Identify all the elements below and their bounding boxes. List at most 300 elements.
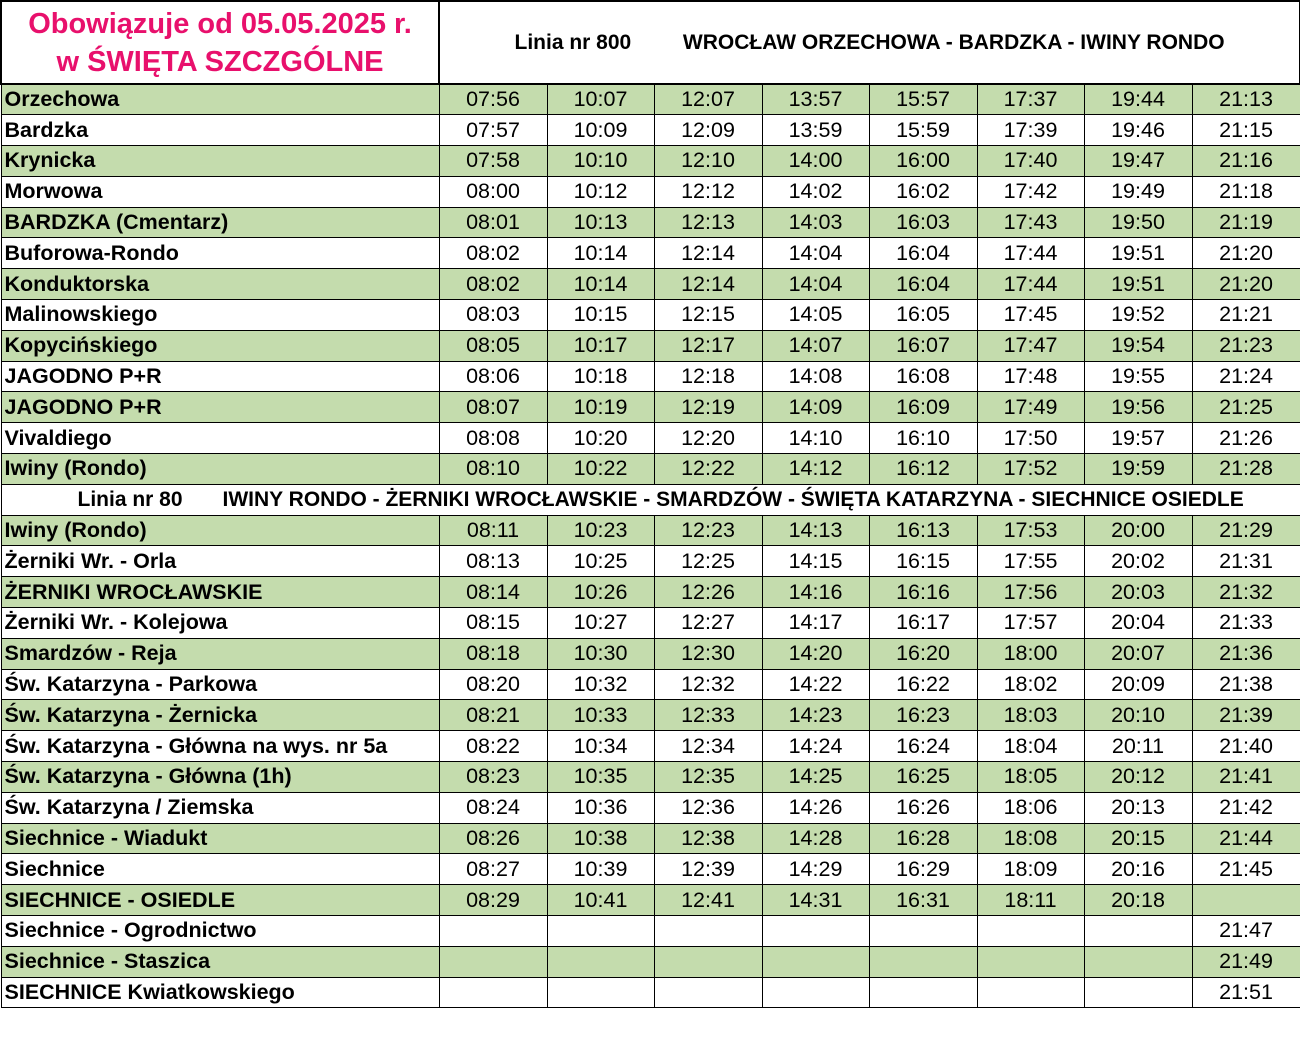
departure-time: 10:36 bbox=[547, 792, 654, 823]
timetable-row bbox=[1, 454, 1300, 485]
departure-time: 17:57 bbox=[977, 608, 1084, 639]
departure-time bbox=[762, 946, 869, 977]
departure-time: 16:20 bbox=[869, 638, 977, 669]
departure-time: 08:08 bbox=[439, 423, 547, 454]
departure-time: 21:29 bbox=[1192, 515, 1300, 546]
departure-time: 10:17 bbox=[547, 330, 654, 361]
departure-time: 14:12 bbox=[762, 454, 869, 485]
timetable-row bbox=[1, 916, 1300, 947]
departure-time bbox=[654, 916, 762, 947]
departure-time: 16:12 bbox=[869, 454, 977, 485]
departure-time: 15:59 bbox=[869, 115, 977, 146]
departure-time: 10:26 bbox=[547, 577, 654, 608]
departure-time: 12:27 bbox=[654, 608, 762, 639]
departure-time: 08:22 bbox=[439, 731, 547, 762]
departure-time: 08:24 bbox=[439, 792, 547, 823]
stop-name: BARDZKA (Cmentarz) bbox=[1, 207, 439, 238]
departure-time bbox=[654, 946, 762, 977]
stop-name: Iwiny (Rondo) bbox=[1, 454, 439, 485]
departure-time: 14:31 bbox=[762, 885, 869, 916]
departure-time: 08:06 bbox=[439, 361, 547, 392]
departure-time: 12:13 bbox=[654, 207, 762, 238]
departure-time: 21:13 bbox=[1192, 84, 1300, 115]
departure-time: 10:19 bbox=[547, 392, 654, 423]
departure-time: 14:23 bbox=[762, 700, 869, 731]
timetable-row bbox=[1, 207, 1300, 238]
departure-time bbox=[1084, 977, 1192, 1008]
departure-time: 21:51 bbox=[1192, 977, 1300, 1008]
departure-time: 21:40 bbox=[1192, 731, 1300, 762]
departure-time: 18:00 bbox=[977, 638, 1084, 669]
validity-date: Obowiązuje od 05.05.2025 r. bbox=[28, 7, 412, 40]
departure-time: 10:13 bbox=[547, 207, 654, 238]
stop-name: Smardzów - Reja bbox=[1, 638, 439, 669]
departure-time: 12:41 bbox=[654, 885, 762, 916]
departure-time: 08:11 bbox=[439, 515, 547, 546]
departure-time: 08:29 bbox=[439, 885, 547, 916]
departure-time: 21:19 bbox=[1192, 207, 1300, 238]
departure-time: 21:44 bbox=[1192, 823, 1300, 854]
departure-time: 08:05 bbox=[439, 330, 547, 361]
departure-time: 12:14 bbox=[654, 269, 762, 300]
departure-time: 12:19 bbox=[654, 392, 762, 423]
departure-time: 14:25 bbox=[762, 762, 869, 793]
timetable-row bbox=[1, 176, 1300, 207]
departure-time: 20:10 bbox=[1084, 700, 1192, 731]
departure-time: 17:39 bbox=[977, 115, 1084, 146]
departure-time: 10:41 bbox=[547, 885, 654, 916]
departure-time: 16:24 bbox=[869, 731, 977, 762]
departure-time: 17:50 bbox=[977, 423, 1084, 454]
departure-time: 20:07 bbox=[1084, 638, 1192, 669]
departure-time: 08:13 bbox=[439, 546, 547, 577]
line-80-number: Linia nr 80 bbox=[77, 487, 183, 511]
departure-time: 19:59 bbox=[1084, 454, 1192, 485]
departure-time: 12:20 bbox=[654, 423, 762, 454]
validity-scope: w ŚWIĘTA SZCZGÓLNE bbox=[56, 45, 384, 78]
departure-time: 20:09 bbox=[1084, 669, 1192, 700]
departure-time: 21:15 bbox=[1192, 115, 1300, 146]
departure-time: 18:05 bbox=[977, 762, 1084, 793]
timetable-row bbox=[1, 84, 1300, 115]
stop-name: Vivaldiego bbox=[1, 423, 439, 454]
departure-time: 16:03 bbox=[869, 207, 977, 238]
departure-time: 10:30 bbox=[547, 638, 654, 669]
departure-time: 12:25 bbox=[654, 546, 762, 577]
timetable-row bbox=[1, 330, 1300, 361]
departure-time: 17:43 bbox=[977, 207, 1084, 238]
departure-time: 16:22 bbox=[869, 669, 977, 700]
departure-time: 20:15 bbox=[1084, 823, 1192, 854]
departure-time: 14:28 bbox=[762, 823, 869, 854]
departure-time: 19:52 bbox=[1084, 300, 1192, 331]
line-80-header bbox=[1, 484, 1300, 515]
line-800-route: WROCŁAW ORZECHOWA - BARDZKA - IWINY RONDO bbox=[682, 30, 1225, 54]
departure-time: 14:09 bbox=[762, 392, 869, 423]
departure-time: 16:16 bbox=[869, 577, 977, 608]
departure-time: 12:14 bbox=[654, 238, 762, 269]
departure-time: 17:42 bbox=[977, 176, 1084, 207]
departure-time: 14:22 bbox=[762, 669, 869, 700]
departure-time: 19:50 bbox=[1084, 207, 1192, 238]
departure-time: 14:17 bbox=[762, 608, 869, 639]
stop-name: Krynicka bbox=[1, 146, 439, 177]
departure-time: 21:31 bbox=[1192, 546, 1300, 577]
departure-time: 21:42 bbox=[1192, 792, 1300, 823]
stop-name: SIECHNICE Kwiatkowskiego bbox=[1, 977, 439, 1008]
timetable-row bbox=[1, 238, 1300, 269]
departure-time: 20:13 bbox=[1084, 792, 1192, 823]
departure-time: 10:15 bbox=[547, 300, 654, 331]
departure-time: 14:13 bbox=[762, 515, 869, 546]
departure-time: 21:38 bbox=[1192, 669, 1300, 700]
departure-time: 14:20 bbox=[762, 638, 869, 669]
timetable-row bbox=[1, 361, 1300, 392]
timetable-row bbox=[1, 885, 1300, 916]
departure-time: 21:33 bbox=[1192, 608, 1300, 639]
departure-time: 14:04 bbox=[762, 238, 869, 269]
timetable-row bbox=[1, 577, 1300, 608]
departure-time: 08:02 bbox=[439, 269, 547, 300]
departure-time: 14:02 bbox=[762, 176, 869, 207]
departure-time: 16:15 bbox=[869, 546, 977, 577]
departure-time: 13:57 bbox=[762, 84, 869, 115]
timetable-row bbox=[1, 146, 1300, 177]
departure-time: 21:26 bbox=[1192, 423, 1300, 454]
timetable-row bbox=[1, 731, 1300, 762]
line-800-number: Linia nr 800 bbox=[514, 30, 632, 54]
departure-time: 12:07 bbox=[654, 84, 762, 115]
departure-time: 10:25 bbox=[547, 546, 654, 577]
stop-name: Św. Katarzyna - Główna na wys. nr 5a bbox=[1, 731, 439, 762]
departure-time bbox=[762, 916, 869, 947]
timetable-row bbox=[1, 854, 1300, 885]
departure-time: 19:47 bbox=[1084, 146, 1192, 177]
departure-time: 20:11 bbox=[1084, 731, 1192, 762]
timetable-row bbox=[1, 638, 1300, 669]
departure-time: 19:56 bbox=[1084, 392, 1192, 423]
departure-time: 16:17 bbox=[869, 608, 977, 639]
departure-time: 12:26 bbox=[654, 577, 762, 608]
departure-time: 14:15 bbox=[762, 546, 869, 577]
departure-time: 14:10 bbox=[762, 423, 869, 454]
departure-time: 12:30 bbox=[654, 638, 762, 669]
departure-time: 14:03 bbox=[762, 207, 869, 238]
departure-time: 10:34 bbox=[547, 731, 654, 762]
departure-time: 07:57 bbox=[439, 115, 547, 146]
departure-time: 16:08 bbox=[869, 361, 977, 392]
timetable-row bbox=[1, 977, 1300, 1008]
departure-time: 08:10 bbox=[439, 454, 547, 485]
departure-time: 10:20 bbox=[547, 423, 654, 454]
departure-time: 16:29 bbox=[869, 854, 977, 885]
departure-time bbox=[1084, 916, 1192, 947]
departure-time: 08:14 bbox=[439, 577, 547, 608]
departure-time bbox=[439, 946, 547, 977]
departure-time: 17:37 bbox=[977, 84, 1084, 115]
departure-time: 19:51 bbox=[1084, 238, 1192, 269]
departure-time: 20:16 bbox=[1084, 854, 1192, 885]
departure-time: 19:57 bbox=[1084, 423, 1192, 454]
departure-time: 16:02 bbox=[869, 176, 977, 207]
departure-time: 07:56 bbox=[439, 84, 547, 115]
departure-time bbox=[547, 916, 654, 947]
departure-time: 16:05 bbox=[869, 300, 977, 331]
departure-time: 19:49 bbox=[1084, 176, 1192, 207]
departure-time: 08:21 bbox=[439, 700, 547, 731]
departure-time: 12:36 bbox=[654, 792, 762, 823]
departure-time: 14:00 bbox=[762, 146, 869, 177]
departure-time: 08:20 bbox=[439, 669, 547, 700]
departure-time: 14:29 bbox=[762, 854, 869, 885]
departure-time: 21:21 bbox=[1192, 300, 1300, 331]
timetable-row bbox=[1, 669, 1300, 700]
departure-time bbox=[977, 977, 1084, 1008]
departure-time: 10:33 bbox=[547, 700, 654, 731]
stop-name: Św. Katarzyna / Ziemska bbox=[1, 792, 439, 823]
departure-time: 20:12 bbox=[1084, 762, 1192, 793]
departure-time bbox=[869, 946, 977, 977]
departure-time: 21:25 bbox=[1192, 392, 1300, 423]
timetable-row bbox=[1, 823, 1300, 854]
departure-time: 21:24 bbox=[1192, 361, 1300, 392]
departure-time: 13:59 bbox=[762, 115, 869, 146]
timetable-row bbox=[1, 269, 1300, 300]
departure-time: 10:38 bbox=[547, 823, 654, 854]
departure-time: 17:56 bbox=[977, 577, 1084, 608]
timetable-row bbox=[1, 792, 1300, 823]
departure-time: 16:07 bbox=[869, 330, 977, 361]
departure-time: 16:13 bbox=[869, 515, 977, 546]
departure-time: 10:14 bbox=[547, 238, 654, 269]
departure-time: 21:32 bbox=[1192, 577, 1300, 608]
departure-time: 18:03 bbox=[977, 700, 1084, 731]
departure-time: 08:02 bbox=[439, 238, 547, 269]
departure-time: 18:04 bbox=[977, 731, 1084, 762]
departure-time bbox=[439, 916, 547, 947]
departure-time bbox=[977, 946, 1084, 977]
departure-time: 16:23 bbox=[869, 700, 977, 731]
departure-time: 20:18 bbox=[1084, 885, 1192, 916]
stop-name: Siechnice - Staszica bbox=[1, 946, 439, 977]
departure-time bbox=[869, 977, 977, 1008]
departure-time: 10:10 bbox=[547, 146, 654, 177]
departure-time: 18:02 bbox=[977, 669, 1084, 700]
departure-time: 16:00 bbox=[869, 146, 977, 177]
stop-name: Malinowskiego bbox=[1, 300, 439, 331]
departure-time: 16:10 bbox=[869, 423, 977, 454]
departure-time: 21:49 bbox=[1192, 946, 1300, 977]
departure-time: 17:55 bbox=[977, 546, 1084, 577]
departure-time bbox=[1084, 946, 1192, 977]
departure-time: 08:00 bbox=[439, 176, 547, 207]
stop-name: Siechnice - Ogrodnictwo bbox=[1, 916, 439, 947]
departure-time: 16:28 bbox=[869, 823, 977, 854]
line-80-route: IWINY RONDO - ŻERNIKI WROCŁAWSKIE - SMARDZÓW - ŚWIĘTA KATARZYNA - SIECHNICE OSIEDLE bbox=[222, 487, 1244, 511]
departure-time: 10:35 bbox=[547, 762, 654, 793]
departure-time: 21:28 bbox=[1192, 454, 1300, 485]
departure-time: 16:04 bbox=[869, 269, 977, 300]
stop-name: Orzechowa bbox=[1, 84, 439, 115]
stop-name: Św. Katarzyna - Parkowa bbox=[1, 669, 439, 700]
stop-name: Morwowa bbox=[1, 176, 439, 207]
departure-time: 19:54 bbox=[1084, 330, 1192, 361]
departure-time: 12:10 bbox=[654, 146, 762, 177]
departure-time: 18:08 bbox=[977, 823, 1084, 854]
departure-time: 21:20 bbox=[1192, 269, 1300, 300]
departure-time: 17:48 bbox=[977, 361, 1084, 392]
validity-notice bbox=[1, 1, 439, 84]
departure-time: 19:46 bbox=[1084, 115, 1192, 146]
departure-time: 14:24 bbox=[762, 731, 869, 762]
departure-time: 07:58 bbox=[439, 146, 547, 177]
departure-time: 08:27 bbox=[439, 854, 547, 885]
departure-time: 19:44 bbox=[1084, 84, 1192, 115]
timetable-row bbox=[1, 515, 1300, 546]
timetable-row bbox=[1, 700, 1300, 731]
departure-time: 21:20 bbox=[1192, 238, 1300, 269]
departure-time: 16:26 bbox=[869, 792, 977, 823]
departure-time: 12:33 bbox=[654, 700, 762, 731]
departure-time: 12:34 bbox=[654, 731, 762, 762]
stop-name: Żerniki Wr. - Orla bbox=[1, 546, 439, 577]
departure-time: 15:57 bbox=[869, 84, 977, 115]
departure-time: 21:39 bbox=[1192, 700, 1300, 731]
departure-time: 12:35 bbox=[654, 762, 762, 793]
departure-time bbox=[977, 916, 1084, 947]
stop-name: SIECHNICE - OSIEDLE bbox=[1, 885, 439, 916]
departure-time: 21:47 bbox=[1192, 916, 1300, 947]
departure-time: 10:27 bbox=[547, 608, 654, 639]
stop-name: ŻERNIKI WROCŁAWSKIE bbox=[1, 577, 439, 608]
stop-name: Kopycińskiego bbox=[1, 330, 439, 361]
departure-time: 08:01 bbox=[439, 207, 547, 238]
departure-time: 19:55 bbox=[1084, 361, 1192, 392]
departure-time: 16:09 bbox=[869, 392, 977, 423]
departure-time: 17:53 bbox=[977, 515, 1084, 546]
stop-name: Św. Katarzyna - Żernicka bbox=[1, 700, 439, 731]
departure-time: 08:23 bbox=[439, 762, 547, 793]
departure-time: 12:22 bbox=[654, 454, 762, 485]
departure-time: 16:25 bbox=[869, 762, 977, 793]
departure-time: 12:15 bbox=[654, 300, 762, 331]
timetable-row bbox=[1, 115, 1300, 146]
departure-time: 12:38 bbox=[654, 823, 762, 854]
departure-time: 14:04 bbox=[762, 269, 869, 300]
departure-time: 21:16 bbox=[1192, 146, 1300, 177]
departure-time: 14:08 bbox=[762, 361, 869, 392]
departure-time: 20:00 bbox=[1084, 515, 1192, 546]
departure-time: 16:04 bbox=[869, 238, 977, 269]
departure-time: 12:12 bbox=[654, 176, 762, 207]
departure-time: 08:18 bbox=[439, 638, 547, 669]
departure-time: 12:32 bbox=[654, 669, 762, 700]
departure-time bbox=[654, 977, 762, 1008]
departure-time: 21:36 bbox=[1192, 638, 1300, 669]
stop-name: Buforowa-Rondo bbox=[1, 238, 439, 269]
departure-time: 08:03 bbox=[439, 300, 547, 331]
departure-time bbox=[547, 946, 654, 977]
departure-time: 21:23 bbox=[1192, 330, 1300, 361]
departure-time: 12:17 bbox=[654, 330, 762, 361]
departure-time: 08:26 bbox=[439, 823, 547, 854]
departure-time: 17:44 bbox=[977, 269, 1084, 300]
departure-time: 18:06 bbox=[977, 792, 1084, 823]
departure-time: 20:04 bbox=[1084, 608, 1192, 639]
departure-time: 10:07 bbox=[547, 84, 654, 115]
departure-time: 17:40 bbox=[977, 146, 1084, 177]
departure-time: 20:03 bbox=[1084, 577, 1192, 608]
departure-time: 20:02 bbox=[1084, 546, 1192, 577]
departure-time: 10:23 bbox=[547, 515, 654, 546]
stop-name: Siechnice - Wiadukt bbox=[1, 823, 439, 854]
departure-time: 08:07 bbox=[439, 392, 547, 423]
stop-name: Iwiny (Rondo) bbox=[1, 515, 439, 546]
line-800-header bbox=[439, 1, 1300, 84]
departure-time: 10:09 bbox=[547, 115, 654, 146]
departure-time: 08:15 bbox=[439, 608, 547, 639]
departure-time: 14:26 bbox=[762, 792, 869, 823]
departure-time: 17:45 bbox=[977, 300, 1084, 331]
departure-time bbox=[1192, 885, 1300, 916]
departure-time bbox=[869, 916, 977, 947]
departure-time: 14:05 bbox=[762, 300, 869, 331]
stop-name: Św. Katarzyna - Główna (1h) bbox=[1, 762, 439, 793]
departure-time: 14:16 bbox=[762, 577, 869, 608]
departure-time: 18:09 bbox=[977, 854, 1084, 885]
departure-time: 12:39 bbox=[654, 854, 762, 885]
departure-time bbox=[762, 977, 869, 1008]
departure-time: 10:39 bbox=[547, 854, 654, 885]
departure-time: 19:51 bbox=[1084, 269, 1192, 300]
departure-time: 12:23 bbox=[654, 515, 762, 546]
departure-time: 17:52 bbox=[977, 454, 1084, 485]
departure-time bbox=[439, 977, 547, 1008]
timetable-row bbox=[1, 608, 1300, 639]
departure-time: 17:47 bbox=[977, 330, 1084, 361]
stop-name: JAGODNO P+R bbox=[1, 361, 439, 392]
timetable-row bbox=[1, 946, 1300, 977]
departure-time: 10:22 bbox=[547, 454, 654, 485]
departure-time: 16:31 bbox=[869, 885, 977, 916]
stop-name: Żerniki Wr. - Kolejowa bbox=[1, 608, 439, 639]
stop-name: Bardzka bbox=[1, 115, 439, 146]
departure-time: 10:32 bbox=[547, 669, 654, 700]
timetable-row bbox=[1, 300, 1300, 331]
departure-time: 14:07 bbox=[762, 330, 869, 361]
departure-time: 21:45 bbox=[1192, 854, 1300, 885]
departure-time: 18:11 bbox=[977, 885, 1084, 916]
departure-time: 12:18 bbox=[654, 361, 762, 392]
line-80-header-row bbox=[1, 484, 1300, 515]
stop-name: Konduktorska bbox=[1, 269, 439, 300]
departure-time: 17:44 bbox=[977, 238, 1084, 269]
departure-time: 21:41 bbox=[1192, 762, 1300, 793]
timetable-row bbox=[1, 762, 1300, 793]
departure-time: 10:12 bbox=[547, 176, 654, 207]
stop-name: JAGODNO P+R bbox=[1, 392, 439, 423]
timetable-row bbox=[1, 392, 1300, 423]
departure-time: 17:49 bbox=[977, 392, 1084, 423]
departure-time: 21:18 bbox=[1192, 176, 1300, 207]
timetable-row bbox=[1, 546, 1300, 577]
departure-time: 12:09 bbox=[654, 115, 762, 146]
stop-name: Siechnice bbox=[1, 854, 439, 885]
departure-time: 10:14 bbox=[547, 269, 654, 300]
timetable-row bbox=[1, 423, 1300, 454]
departure-time bbox=[547, 977, 654, 1008]
departure-time: 10:18 bbox=[547, 361, 654, 392]
